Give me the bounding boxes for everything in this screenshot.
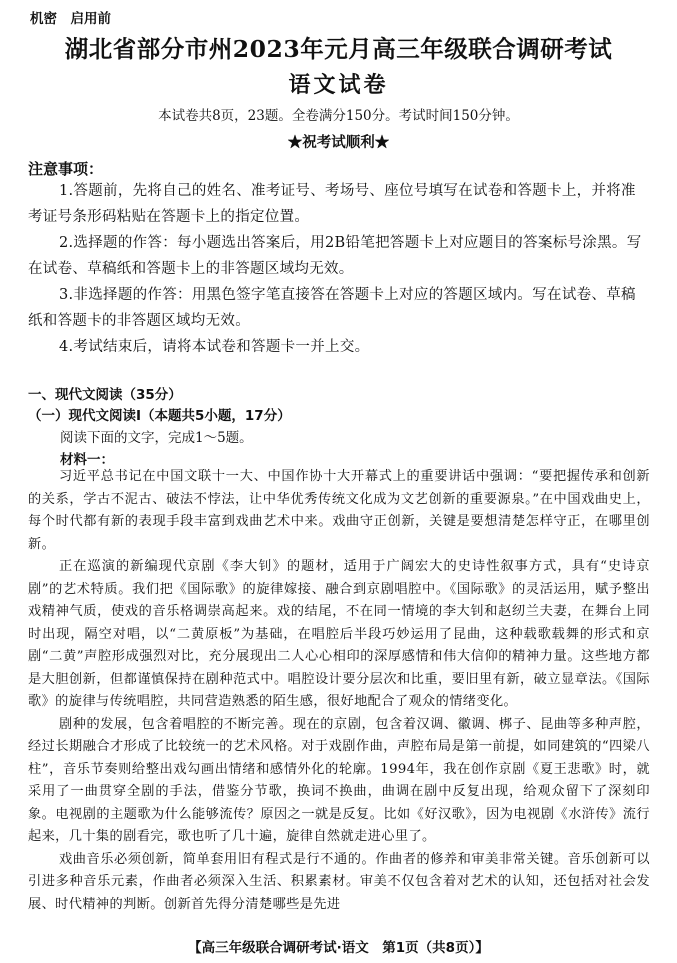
notes-title: 注意事项： xyxy=(28,160,104,178)
passage-paragraph: 戏曲音乐必须创新，简单套用旧有程式是行不通的。作曲者的修养和审美非常关键。音乐创新可以引进多种音乐元素，作曲者必须深入生活、积累素材。审美不仅包含着对艺术的认知，还包括对社会发展、时代精神的判断。创新首先得分清楚哪些是先进 xyxy=(28,851,650,912)
good-luck-line: ★祝考试顺利★ xyxy=(287,134,390,151)
exam-meta: 本试卷共8页，23题。全卷满分150分。考试时间150分钟。 xyxy=(158,108,519,124)
reading-instruction: 阅读下面的文字，完成1～5题。 xyxy=(60,430,253,446)
section-subheading: （一）现代文阅读Ⅰ（本题共5小题，17分） xyxy=(28,408,291,424)
passage-paragraph: 正在巡演的新编现代京剧《李大钊》的题材，适用于广阔宏大的史诗性叙事方式，具有“史诗京剧”的艺术特质。我们把《国际歌》的旋律嫁接、融合到京剧唱腔中。《国际歌》的灵活运用，赋予整出戏精神气质，使戏的音乐格调崇高起来。戏的结尾，不在同一情境的李大钊和赵纫兰夫妻，在舞台上同时出现，隔空对唱，以“二黄原板”为基础，在唱腔后半段巧妙运用了昆曲，这种载歌载舞的形式和京剧“二黄”声腔形成强烈对比，充分展现出二人心心相印的深厚感情和伟大信仰的精神力量。这些地方都是大胆创新，但都谨慎保持在剧种范式中。唱腔设计要分层次和比重，要旧里有新，破立显章法。《国际歌》的旋律与传统唱腔，共同营造熟悉的陌生感，很好地配合了观众的情绪变化。 xyxy=(28,559,650,709)
section-heading: 一、现代文阅读（35分） xyxy=(28,387,182,403)
notes-list xyxy=(28,178,650,360)
material-label: 材料一： xyxy=(60,452,114,468)
exam-title: 湖北省部分市州2023年元月高三年级联合调研考试 xyxy=(64,35,613,63)
page-footer: 【高三年级联合调研考试·语文 第1页（共8页）】 xyxy=(188,940,489,956)
note-item: 2.选择题的作答：每小题选出答案后，用2B铅笔把答题卡上对应题目的答案标号涂黑。写在试卷、草稿纸和答题卡上的非答题区域均无效。 xyxy=(28,235,642,277)
passage-paragraph: 剧种的发展，包含着唱腔的不断完善。现在的京剧，包含着汉调、徽调、梆子、昆曲等多种声腔，经过长期融合才形成了比较统一的艺术风格。对于戏剧作曲，声腔布局是第一前提，如同建筑的“四梁八柱”，音乐节奏则给整出戏勾画出情绪和感情外化的轮廓。1994年，我在创作京剧《夏王悲歌》时，就采用了一曲贯穿全剧的手法，借鉴分节歌，换词不换曲，曲调在剧中反复出现，给观众留下了深刻印象。电视剧的主题歌为什么能够流传？原因之一就是反复。比如《好汉歌》，因为电视剧《水浒传》流行起来，几十集的剧看完，歌也听了几十遍，旋律自然就走进心里了。 xyxy=(28,716,650,844)
note-item: 3.非选择题的作答：用黑色签字笔直接答在答题卡上对应的答题区域内。写在试卷、草稿纸和答题卡的非答题区域均无效。 xyxy=(28,287,636,329)
confidential-label: 机密 启用前 xyxy=(30,11,111,27)
note-item: 1.答题前，先将自己的姓名、准考证号、考场号、座位号填写在试卷和答题卡上，并将准考证号条形码粘贴在答题卡上的指定位置。 xyxy=(28,183,636,225)
reading-passage xyxy=(28,466,650,916)
note-item: 4.考试结束后，请将本试卷和答题卡一并上交。 xyxy=(59,339,370,355)
paper-subtitle: 语文试卷 xyxy=(288,72,389,98)
passage-paragraph: 习近平总书记在中国文联十一大、中国作协十大开幕式上的重要讲话中强调：“要把握传承和创新的关系，学古不泥古、破法不悖法，让中华优秀传统文化成为文艺创新的重要源泉。”在中国戏曲史上，每个时代都有新的表现手段丰富到戏曲艺术中来。戏曲守正创新，关键是要想清楚怎样守正，在哪里创新。 xyxy=(28,469,650,552)
